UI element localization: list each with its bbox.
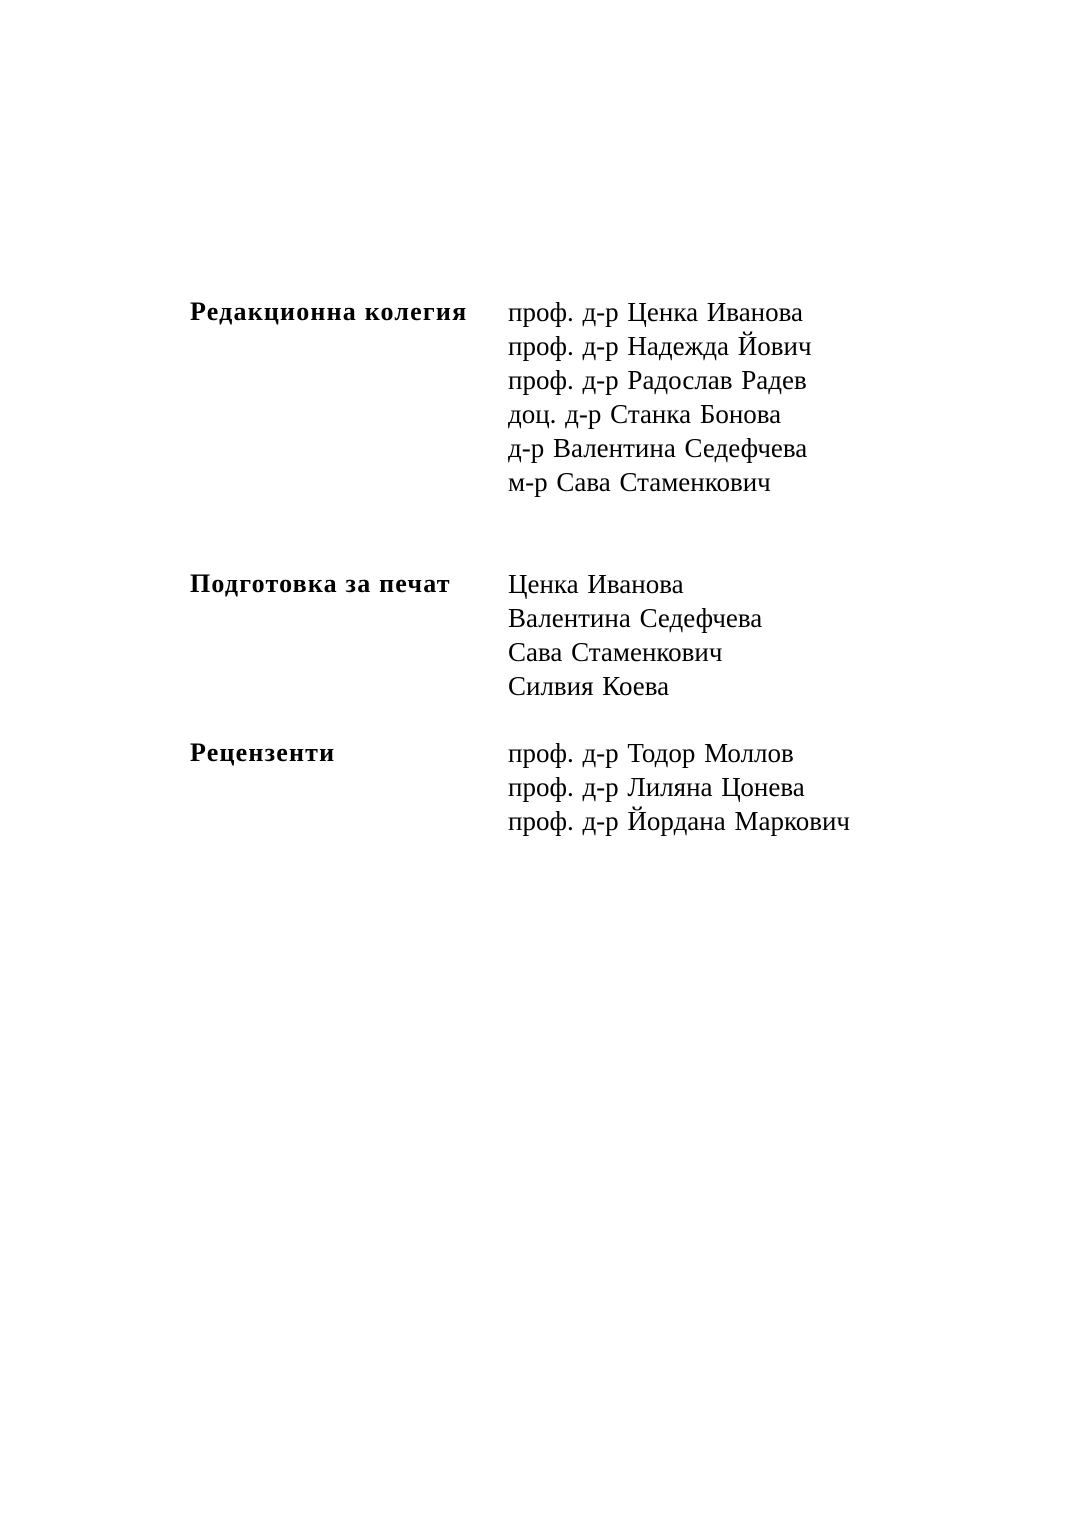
editorial-board-list (508, 295, 812, 499)
reviewer-name: проф. д-р Лиляна Цонева (508, 772, 805, 802)
reviewers-list (508, 736, 850, 838)
editorial-board-member: доц. д-р Станка Бонова (508, 399, 782, 429)
editorial-board-member: проф. д-р Ценка Иванова (508, 297, 803, 327)
editorial-board-member: д-р Валентина Седефчева (508, 433, 808, 463)
reviewers-label: Рецензенти (190, 738, 336, 767)
print-preparation-member: Сава Стаменкович (508, 637, 723, 667)
print-preparation-member: Ценка Иванова (508, 569, 684, 599)
editorial-board-member: м-р Сава Стаменкович (508, 467, 771, 497)
editorial-board-member: проф. д-р Надежда Йович (508, 331, 812, 361)
editorial-board-member: проф. д-р Радослав Радев (508, 365, 807, 395)
print-preparation-label: Подготовка за печат (190, 569, 451, 598)
reviewer-name: проф. д-р Тодор Моллов (508, 738, 794, 768)
print-preparation-member: Силвия Коева (508, 671, 670, 701)
print-preparation-member: Валентина Седефчева (508, 603, 763, 633)
reviewer-name: проф. д-р Йордана Маркович (508, 806, 850, 836)
print-preparation-list (508, 567, 762, 703)
editorial-board-label: Редакционна колегия (190, 297, 468, 326)
